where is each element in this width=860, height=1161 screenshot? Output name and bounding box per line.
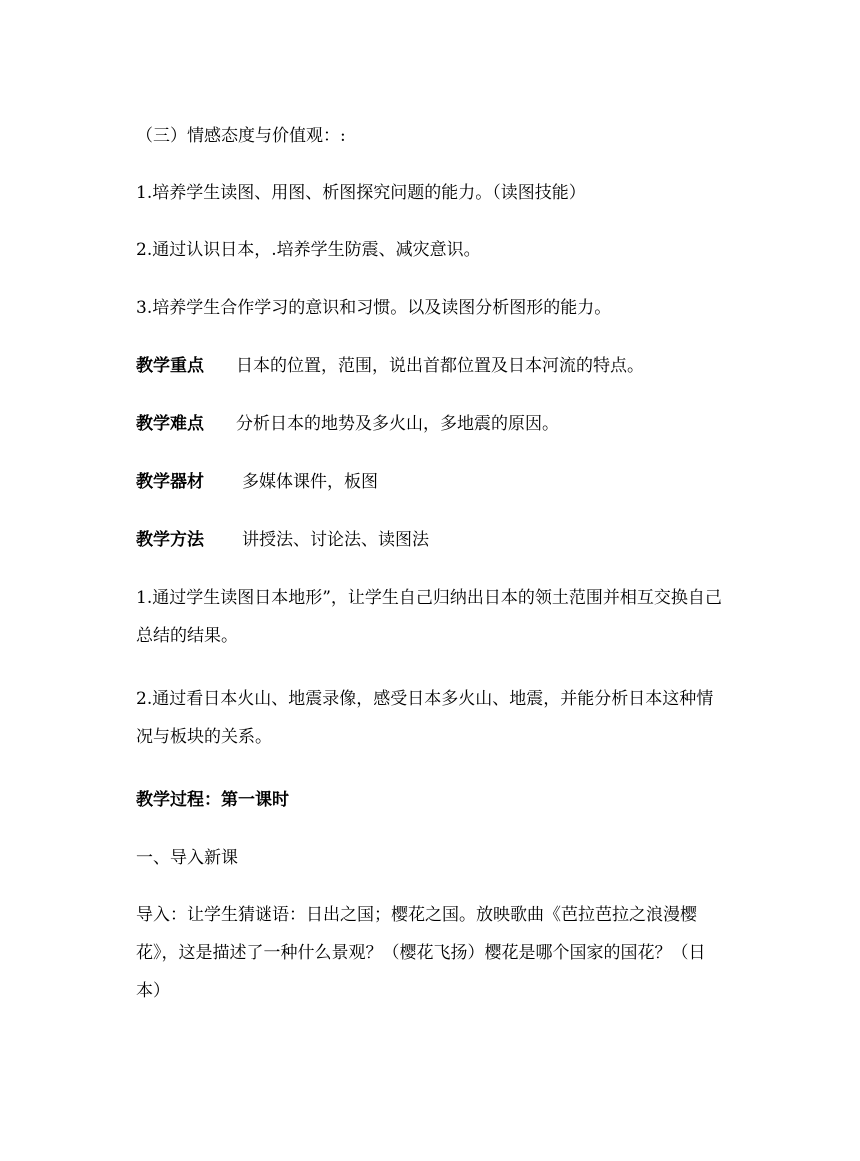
process-heading: 教学过程：第一课时 <box>136 790 289 810</box>
methods-label: 教学方法 <box>136 530 204 550</box>
goal-item-1: 1.培养学生读图、用图、析图探究问题的能力。（读图技能） <box>136 183 586 203</box>
section-one-heading: 一、导入新课 <box>136 848 238 868</box>
key-point-label: 教学重点 <box>136 356 204 376</box>
method-item-2: 2.通过看日本火山、地震录像，感受日本多火山、地震，并能分析日本这种情况与板块的关系。 <box>136 689 714 747</box>
goal-item-3: 3.培养学生合作学习的意识和习惯。以及读图分析图形的能力。 <box>136 298 612 318</box>
difficulty-label: 教学难点 <box>136 414 204 434</box>
difficulty-row <box>136 405 736 443</box>
heading-attitude: （三）情感态度与价值观：: <box>136 126 346 146</box>
difficulty-text: 分析日本的地势及多火山，多地震的原因。 <box>236 414 559 434</box>
goal-item-2: 2.通过认识日本，.培养学生防震、减灾意识。 <box>136 240 481 260</box>
key-point-row <box>136 347 736 385</box>
key-point-text: 日本的位置，范围，说出首都位置及日本河流的特点。 <box>236 356 644 376</box>
methods-row <box>136 521 736 559</box>
method-item-1: 1.通过学生读图日本地形”，让学生自己归纳出日本的领土范围并相互交换自己总结的结果。 <box>136 588 722 646</box>
methods-text: 讲授法、讨论法、读图法 <box>242 530 429 550</box>
equipment-row <box>136 463 736 501</box>
equipment-label: 教学器材 <box>136 472 204 492</box>
equipment-text: 多媒体课件，板图 <box>242 472 378 492</box>
intro-paragraph: 导入：让学生猜谜语：日出之国；樱花之国。放映歌曲《芭拉芭拉之浪漫樱花》，这是描述了一种什么景观？（樱花飞扬）樱花是哪个国家的国花？（日本） <box>136 905 706 1001</box>
